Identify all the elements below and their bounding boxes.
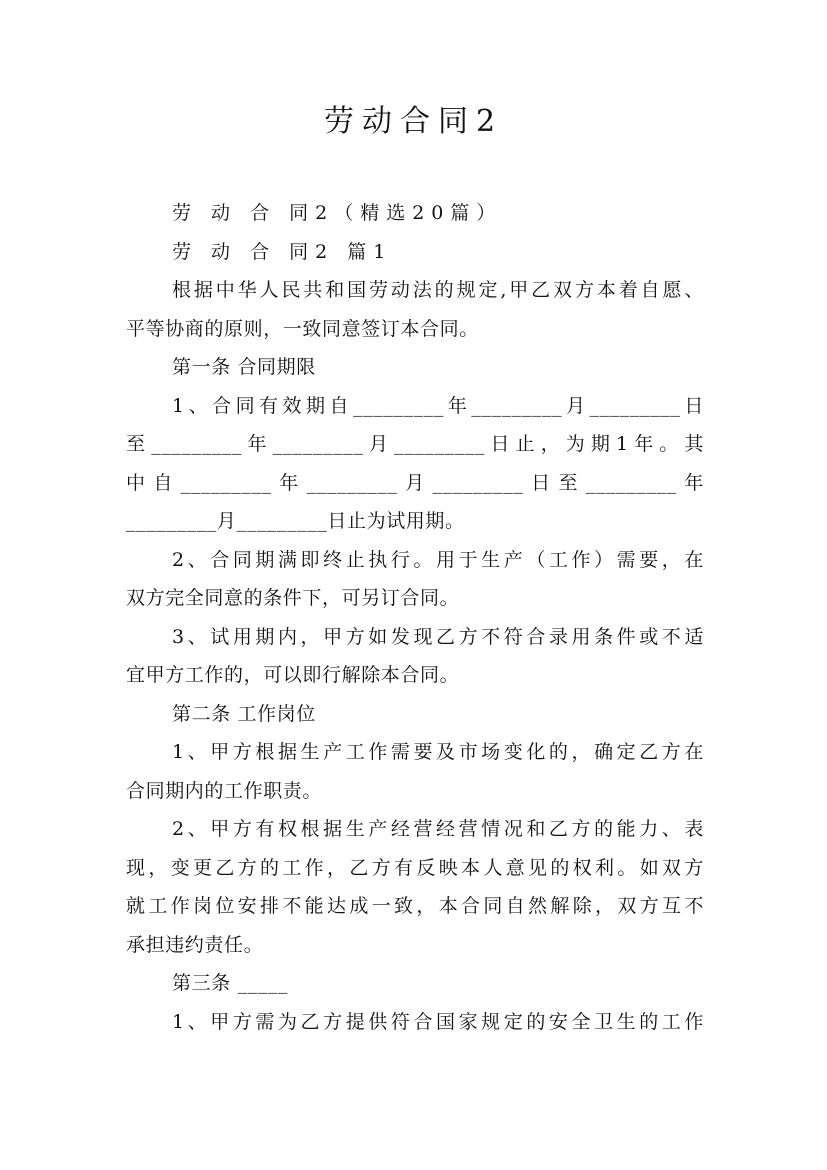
paragraph-line: 中自_________年_________月_________日至_________年 xyxy=(126,471,704,494)
paragraph-line: 2、甲方有权根据生产经营经营情况和乙方的能力、表 xyxy=(172,818,704,840)
document-title: 劳动合同2 xyxy=(323,104,504,139)
paragraph-line: 2、合同期满即终止执行。用于生产（工作）需要，在 xyxy=(172,548,704,571)
heading-part-1: 劳 动 合 同2 篇1 xyxy=(172,240,393,263)
paragraph-line: 双方完全同意的条件下，可另订合同。 xyxy=(126,587,460,609)
paragraph-line: 1、合同有效期自_________年_________月_________日 xyxy=(172,394,704,417)
article-heading-2: 第二条 工作岗位 xyxy=(172,702,316,725)
paragraph-line: 现，变更乙方的工作，乙方有反映本人意见的权利。如双方 xyxy=(126,856,704,879)
paragraph-line: 宜甲方工作的，可以即行解除本合同。 xyxy=(126,664,460,686)
paragraph-line: 承担违约责任。 xyxy=(126,933,264,956)
paragraph-line: 3、试用期内，甲方如发现乙方不符合录用条件或不适 xyxy=(172,625,704,648)
paragraph-line: 平等协商的原则，一致同意签订本合同。 xyxy=(126,317,479,340)
paragraph-line: 根据中华人民共和国劳动法的规定,甲乙双方本着自愿、 xyxy=(172,279,704,301)
paragraph-line: 就工作岗位安排不能达成一致，本合同自然解除，双方互不 xyxy=(126,895,704,917)
paragraph-line: 1、甲方需为乙方提供符合国家规定的安全卫生的工作 xyxy=(172,1010,704,1033)
paragraph-line: 1、甲方根据生产工作需要及市场变化的，确定乙方在 xyxy=(172,741,704,763)
article-heading-3: 第三条 _____ xyxy=(172,972,288,994)
heading-subtitle: 劳 动 合 同2（精选20篇） xyxy=(172,202,503,224)
paragraph-line: 至_________年_________月_________日止，为期1年。其 xyxy=(126,433,704,455)
document-body xyxy=(126,194,704,1041)
paragraph-line: 合同期内的工作职责。 xyxy=(126,779,323,802)
paragraph-line: _________月_________日止为试用期。 xyxy=(126,510,465,532)
article-heading-1: 第一条 合同期限 xyxy=(172,356,316,378)
